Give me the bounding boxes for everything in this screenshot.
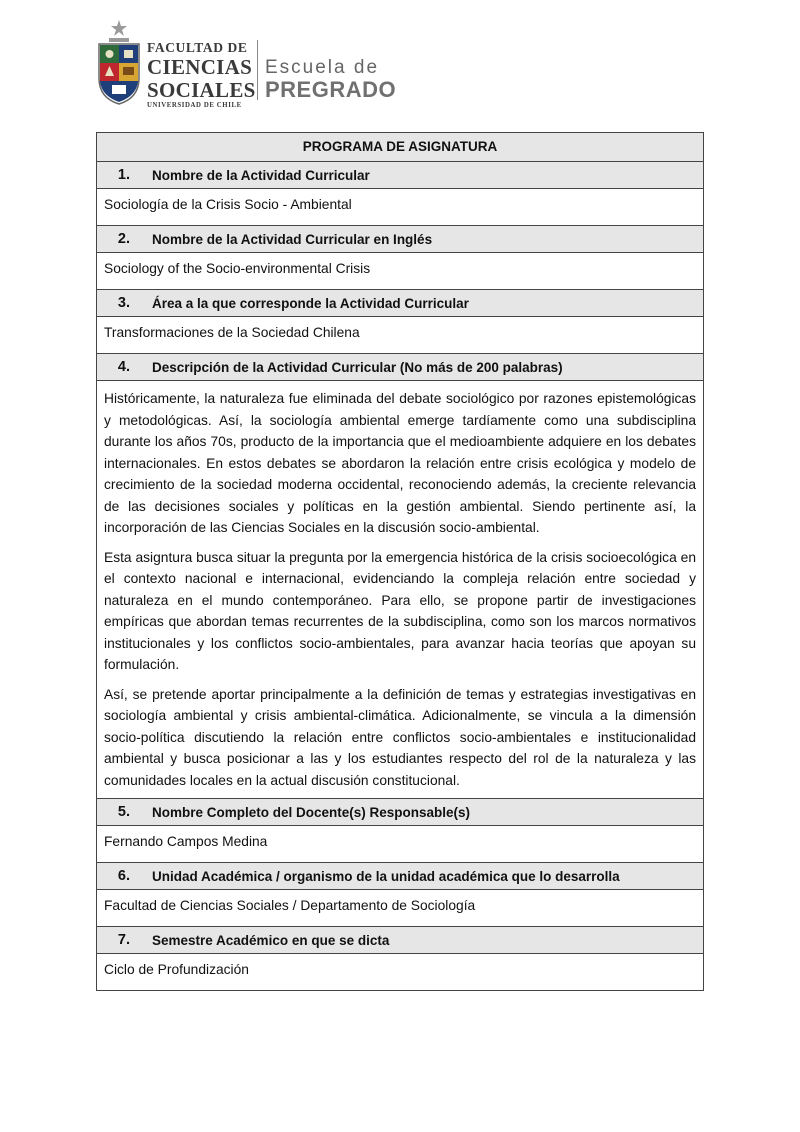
section-6-value: Facultad de Ciencias Sociales / Departamento de Sociología	[104, 898, 476, 913]
section-label: Semestre Académico en que se dicta	[152, 932, 390, 948]
faculty-logo	[95, 18, 415, 108]
section-label: Nombre Completo del Docente(s) Responsable(s)	[152, 804, 471, 820]
faculty-line1: FACULTAD DE	[147, 40, 248, 55]
section-number: 4.	[117, 359, 130, 375]
section-2-header	[97, 225, 703, 253]
description-paragraph-3: Así, se pretende aportar principalmente a la definición de temas y estrategias investigativas en sociología ambiental y crisis ambiental-climática. Adicionalmente, se vincula a la dimensión socio-política discutiendo la relación entre conflictos socio-ambientales e institucionalidad ambiental y busca posicionar a las y los estudiantes respecto del rol de la naturaleza y las comunidades locales en la actual discusión constitucional.	[104, 686, 696, 788]
university-seal-icon	[95, 18, 143, 106]
faculty-name	[147, 41, 256, 109]
faculty-line3: SOCIALES	[147, 77, 256, 102]
section-6-header	[97, 862, 703, 890]
section-3-header	[97, 289, 703, 317]
section-3-value: Transformaciones de la Sociedad Chilena	[104, 325, 360, 340]
description-paragraph-1: Históricamente, la naturaleza fue eliminada del debate sociológico por razones epistemológicas y metodológicas. Así, la sociología ambiental emerge tardíamente como una subdisciplina durante los años 70s, producto de la importancia que el medioambiente adquiere en los debates internacionales. En estos debates se abordaron la relación entre crisis ecológica y modelo de crecimiento de la sociedad moderna occidental, reconociendo además, la creciente relevancia de las decisiones sociales y políticas en la gestión ambiental. Siendo pertinente así, la incorporación de las Ciencias Sociales en la discusión socio-ambiental.	[104, 391, 696, 535]
section-4-header	[97, 353, 703, 381]
section-number: 5.	[117, 804, 130, 820]
school-line2: PREGRADO	[265, 77, 397, 102]
section-4-description	[97, 381, 703, 798]
section-label: Área a la que corresponde la Actividad Curricular	[152, 295, 469, 311]
school-line1: Escuela de	[265, 57, 380, 78]
section-number: 3.	[117, 295, 130, 311]
section-number: 6.	[117, 868, 130, 884]
faculty-line4: UNIVERSIDAD DE CHILE	[147, 101, 242, 109]
section-1-header	[97, 162, 703, 189]
section-number: 1.	[117, 167, 130, 183]
section-label: Unidad Académica / organismo de la unidad académica que lo desarrolla	[152, 868, 620, 884]
section-5-header	[97, 798, 703, 826]
program-title: PROGRAMA DE ASIGNATURA	[97, 133, 703, 162]
section-1-value: Sociología de la Crisis Socio - Ambiental	[104, 197, 352, 212]
section-number: 2.	[117, 231, 130, 247]
faculty-line2: CIENCIAS	[147, 54, 253, 79]
section-label: Descripción de la Actividad Curricular (No más de 200 palabras)	[152, 359, 563, 375]
program-table	[96, 132, 704, 991]
logo-divider	[257, 40, 258, 100]
school-name	[265, 58, 396, 101]
section-label: Nombre de la Actividad Curricular	[152, 167, 370, 183]
section-7-header	[97, 926, 703, 954]
section-label: Nombre de la Actividad Curricular en Inglés	[152, 231, 433, 247]
description-paragraph-2: Esta asigntura busca situar la pregunta por la emergencia histórica de la crisis socioecológica en el contexto nacional e internacional, evidenciando la compleja relación entre sociedad y naturaleza en el mundo contemporáneo. Para ello, se propone partir de investigaciones empíricas que abordan temas recurrentes de la subdisciplina, como son los marcos normativos institucionales y los conflictos socio-ambientales, para avanzar hacia teorías que apoyan su formulación.	[104, 549, 696, 672]
section-2-value: Sociology of the Socio-environmental Crisis	[104, 261, 371, 276]
section-number: 7.	[117, 932, 130, 948]
section-7-value: Ciclo de Profundización	[104, 962, 249, 977]
section-5-value: Fernando Campos Medina	[104, 834, 268, 849]
